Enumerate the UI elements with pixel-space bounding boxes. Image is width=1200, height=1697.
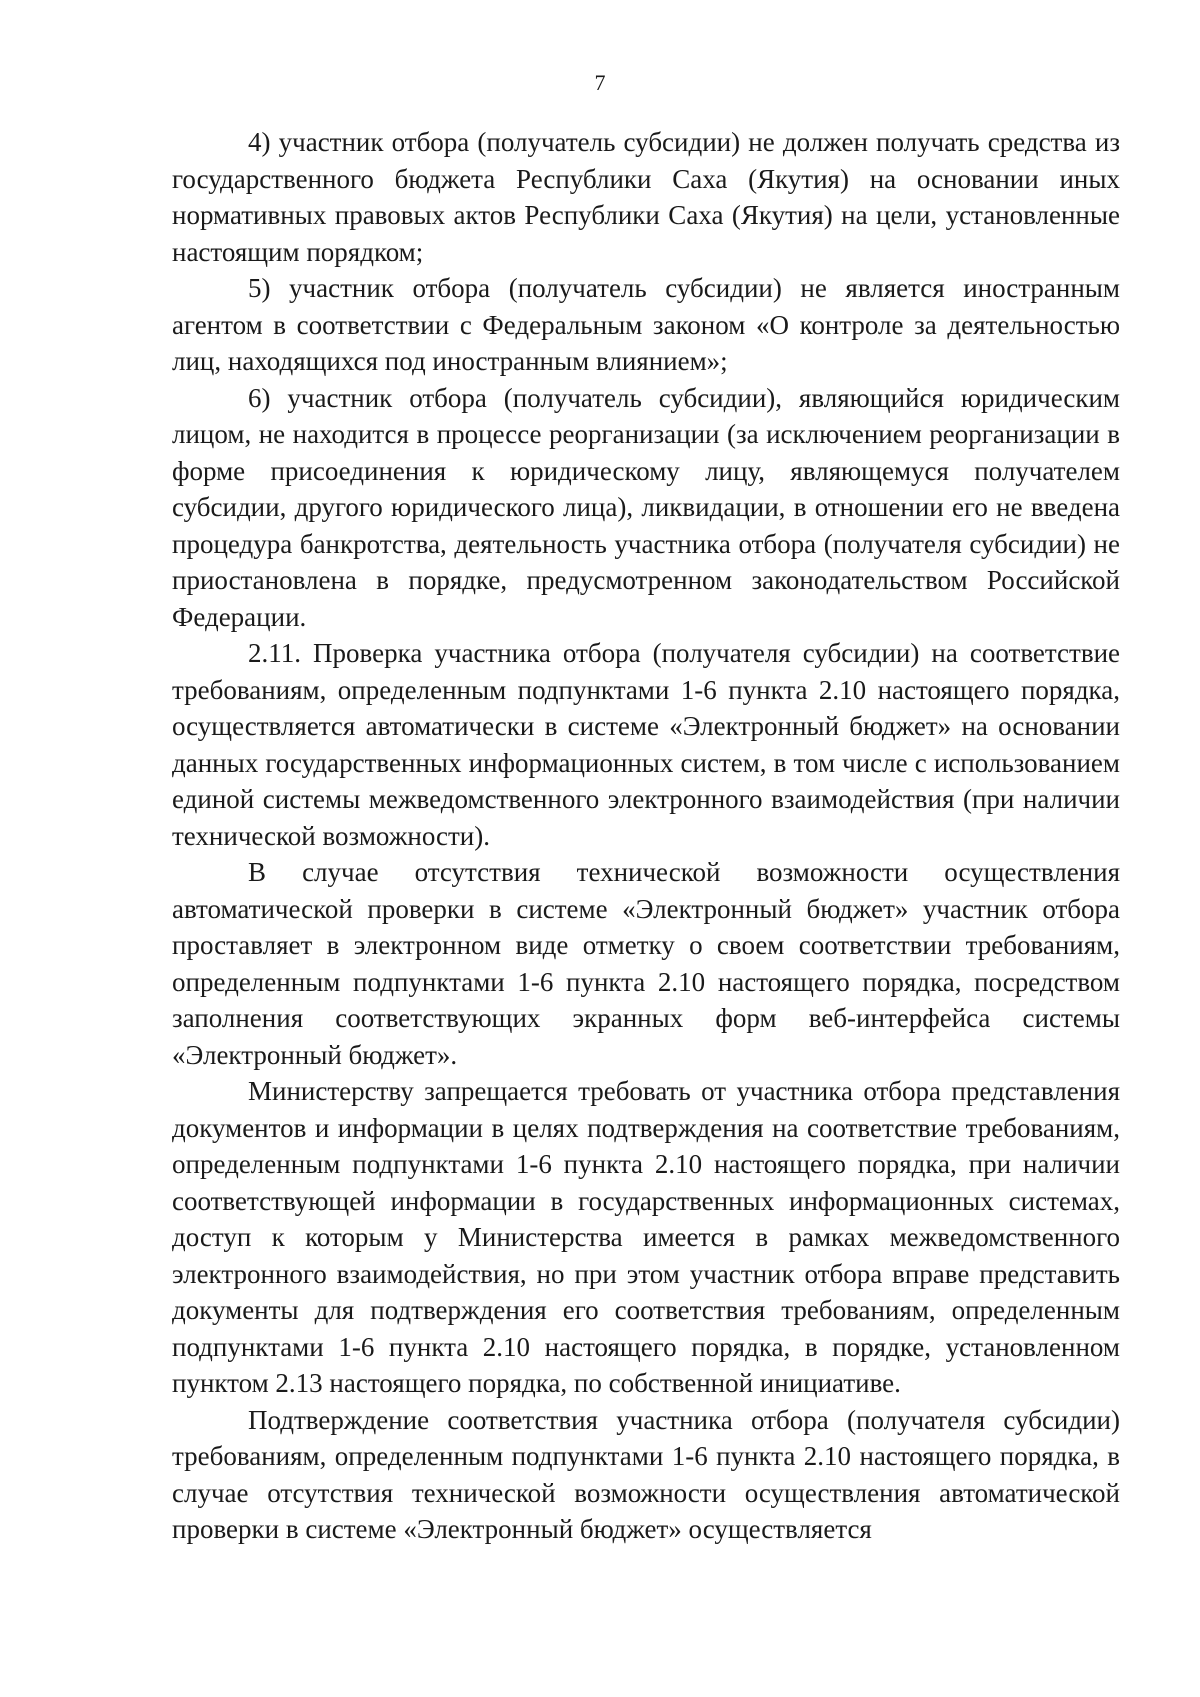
paragraph-item-4: 4) участник отбора (получатель субсидии) не должен получать средства из государственного бюджета Республики Саха (Якутия) на основании иных нормативных правовых актов Республики Саха (Якутия) на цели, установленные настоящим порядком; (172, 127, 1120, 267)
paragraph-no-technical-possibility: В случае отсутствия технической возможности осуществления автоматической проверки в системе «Электронный бюджет» участник отбора проставляет в электронном виде отметку о своем соответствии требованиям, определенным подпунктами 1-6 пункта 2.10 настоящего порядка, посредством заполнения соответствующих экранных форм веб-интерфейса системы «Электронный бюджет». (172, 857, 1120, 1070)
paragraph-item-6: 6) участник отбора (получатель субсидии), являющийся юридическим лицом, не находится в процессе реорганизации (за исключением реорганизации в форме присоединения к юридическому лицу, являющемуся получателем субсидии, другого юридического лица), ликвидации, в отношении его не введена процедура банкротства, деятельность участника отбора (получателя субсидии) не приостановлена в порядке, предусмотренном законодательством Российской Федерации. (172, 382, 1120, 632)
paragraph-confirmation: Подтверждение соответствия участника отбора (получателя субсидии) требованиям, определенным подпунктами 1-6 пункта 2.10 настоящего порядка, в случае отсутствия технической возможности осуществления автоматической проверки в системе «Электронный бюджет» осуществляется (172, 1404, 1120, 1544)
paragraph-2-11: 2.11. Проверка участника отбора (получателя субсидии) на соответствие требованиям, определенным подпунктами 1-6 пункта 2.10 настоящего порядка, осуществляется автоматически в системе «Электронный бюджет» на основании данных государственных информационных систем, в том числе с использованием единой системы межведомственного электронного взаимодействия (при наличии технической возможности). (172, 638, 1120, 851)
document-body (172, 124, 1120, 1548)
paragraph-ministry-prohibition: Министерству запрещается требовать от участника отбора представления документов и информации в целях подтверждения на соответствие требованиям, определенным подпунктами 1-6 пункта 2.10 настоящего порядка, при наличии соответствующей информации в государственных информационных системах, доступ к которым у Министерства имеется в рамках межведомственного электронного взаимодействия, но при этом участник отбора вправе представить документы для подтверждения его соответствия требованиям, определенным подпунктами 1-6 пункта 2.10 настоящего порядка, в порядке, установленном пунктом 2.13 настоящего порядка, по собственной инициативе. (172, 1076, 1120, 1398)
page-number: 7 (594, 70, 606, 95)
paragraph-item-5: 5) участник отбора (получатель субсидии) не является иностранным агентом в соответствии с Федеральным законом «О контроле за деятельностью лиц, находящихся под иностранным влиянием»; (172, 273, 1120, 376)
